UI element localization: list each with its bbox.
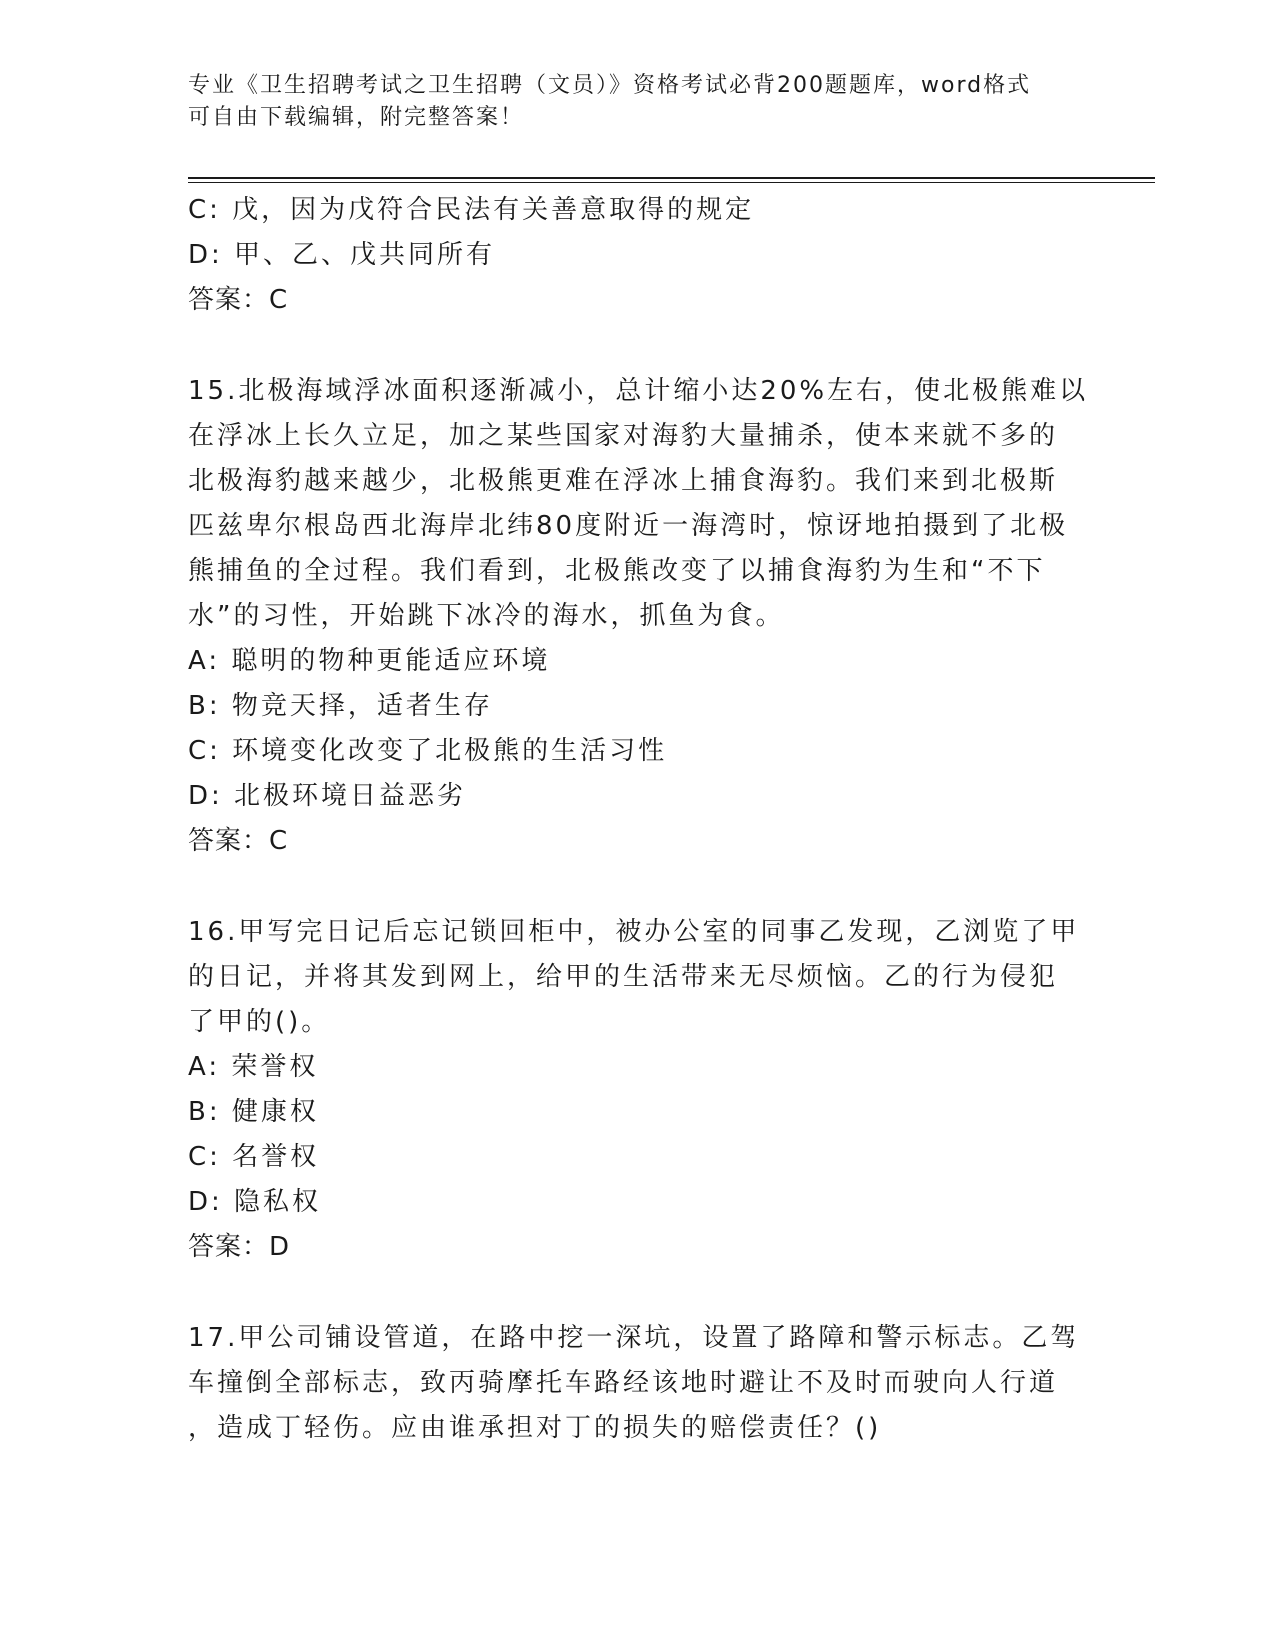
question-17 (188, 1316, 1088, 1451)
question-16 (188, 910, 1088, 1270)
q15-stem-line: 匹兹卑尔根岛西北海岸北纬80度附近一海湾时，惊讶地拍摄到了北极 (188, 511, 1069, 541)
q16-option-a: A: 荣誉权 (188, 1052, 319, 1082)
q16-option-b: B: 健康权 (188, 1097, 319, 1127)
header-divider-thin (188, 182, 1155, 183)
q15-stem-line: 在浮冰上长久立足，加之某些国家对海豹大量捕杀，使本来就不多的 (188, 421, 1059, 451)
document-header (188, 70, 1088, 134)
q15-option-d: D: 北极环境日益恶劣 (188, 781, 467, 811)
header-title-line-1: 专业《卫生招聘考试之卫生招聘（文员）》资格考试必背200题题库，word格式 (188, 73, 1032, 98)
q16-option-d: D: 隐私权 (188, 1187, 322, 1217)
spacer (188, 323, 1088, 369)
q14-option-c: C: 戊，因为戊符合民法有关善意取得的规定 (188, 195, 755, 225)
q14-answer: 答案：C (188, 285, 289, 315)
q15-stem-line: 15.北极海域浮冰面积逐渐减小，总计缩小达20%左右，使北极熊难以 (188, 376, 1089, 406)
q15-stem-line: 熊捕鱼的全过程。我们看到，北极熊改变了以捕食海豹为生和“不下 (188, 556, 1046, 586)
document-body (188, 188, 1088, 1451)
q16-stem-line: 16.甲写完日记后忘记锁回柜中，被办公室的同事乙发现，乙浏览了甲 (188, 917, 1080, 947)
q16-stem-line: 的日记，并将其发到网上，给甲的生活带来无尽烦恼。乙的行为侵犯 (188, 962, 1059, 992)
q16-option-c: C: 名誉权 (188, 1142, 320, 1172)
q15-answer: 答案：C (188, 826, 289, 856)
q15-stem-line: 水”的习性，开始跳下冰冷的海水，抓鱼为食。 (188, 601, 785, 631)
q17-stem-line: 17.甲公司铺设管道，在路中挖一深坑，设置了路障和警示标志。乙驾 (188, 1323, 1080, 1353)
q17-stem-line: ，造成丁轻伤。应由谁承担对丁的损失的赔偿责任？() (188, 1413, 882, 1443)
q15-option-b: B: 物竞天择，适者生存 (188, 691, 493, 721)
spacer (188, 1270, 1088, 1316)
spacer (188, 864, 1088, 910)
q15-option-c: C: 环境变化改变了北极熊的生活习性 (188, 736, 668, 766)
q15-stem-line: 北极海豹越来越少，北极熊更难在浮冰上捕食海豹。我们来到北极斯 (188, 466, 1059, 496)
q15-option-a: A: 聪明的物种更能适应环境 (188, 646, 551, 676)
q14-option-d: D: 甲、乙、戊共同所有 (188, 240, 496, 270)
q17-stem-line: 车撞倒全部标志，致丙骑摩托车路经该地时避让不及时而驶向人行道 (188, 1368, 1059, 1398)
header-title-line-2: 可自由下载编辑，附完整答案！ (188, 105, 525, 130)
header-divider-thick (188, 177, 1155, 179)
q16-stem-line: 了甲的()。 (188, 1007, 331, 1037)
question-14-tail (188, 188, 1088, 323)
question-15 (188, 369, 1088, 864)
q16-answer: 答案：D (188, 1232, 291, 1262)
